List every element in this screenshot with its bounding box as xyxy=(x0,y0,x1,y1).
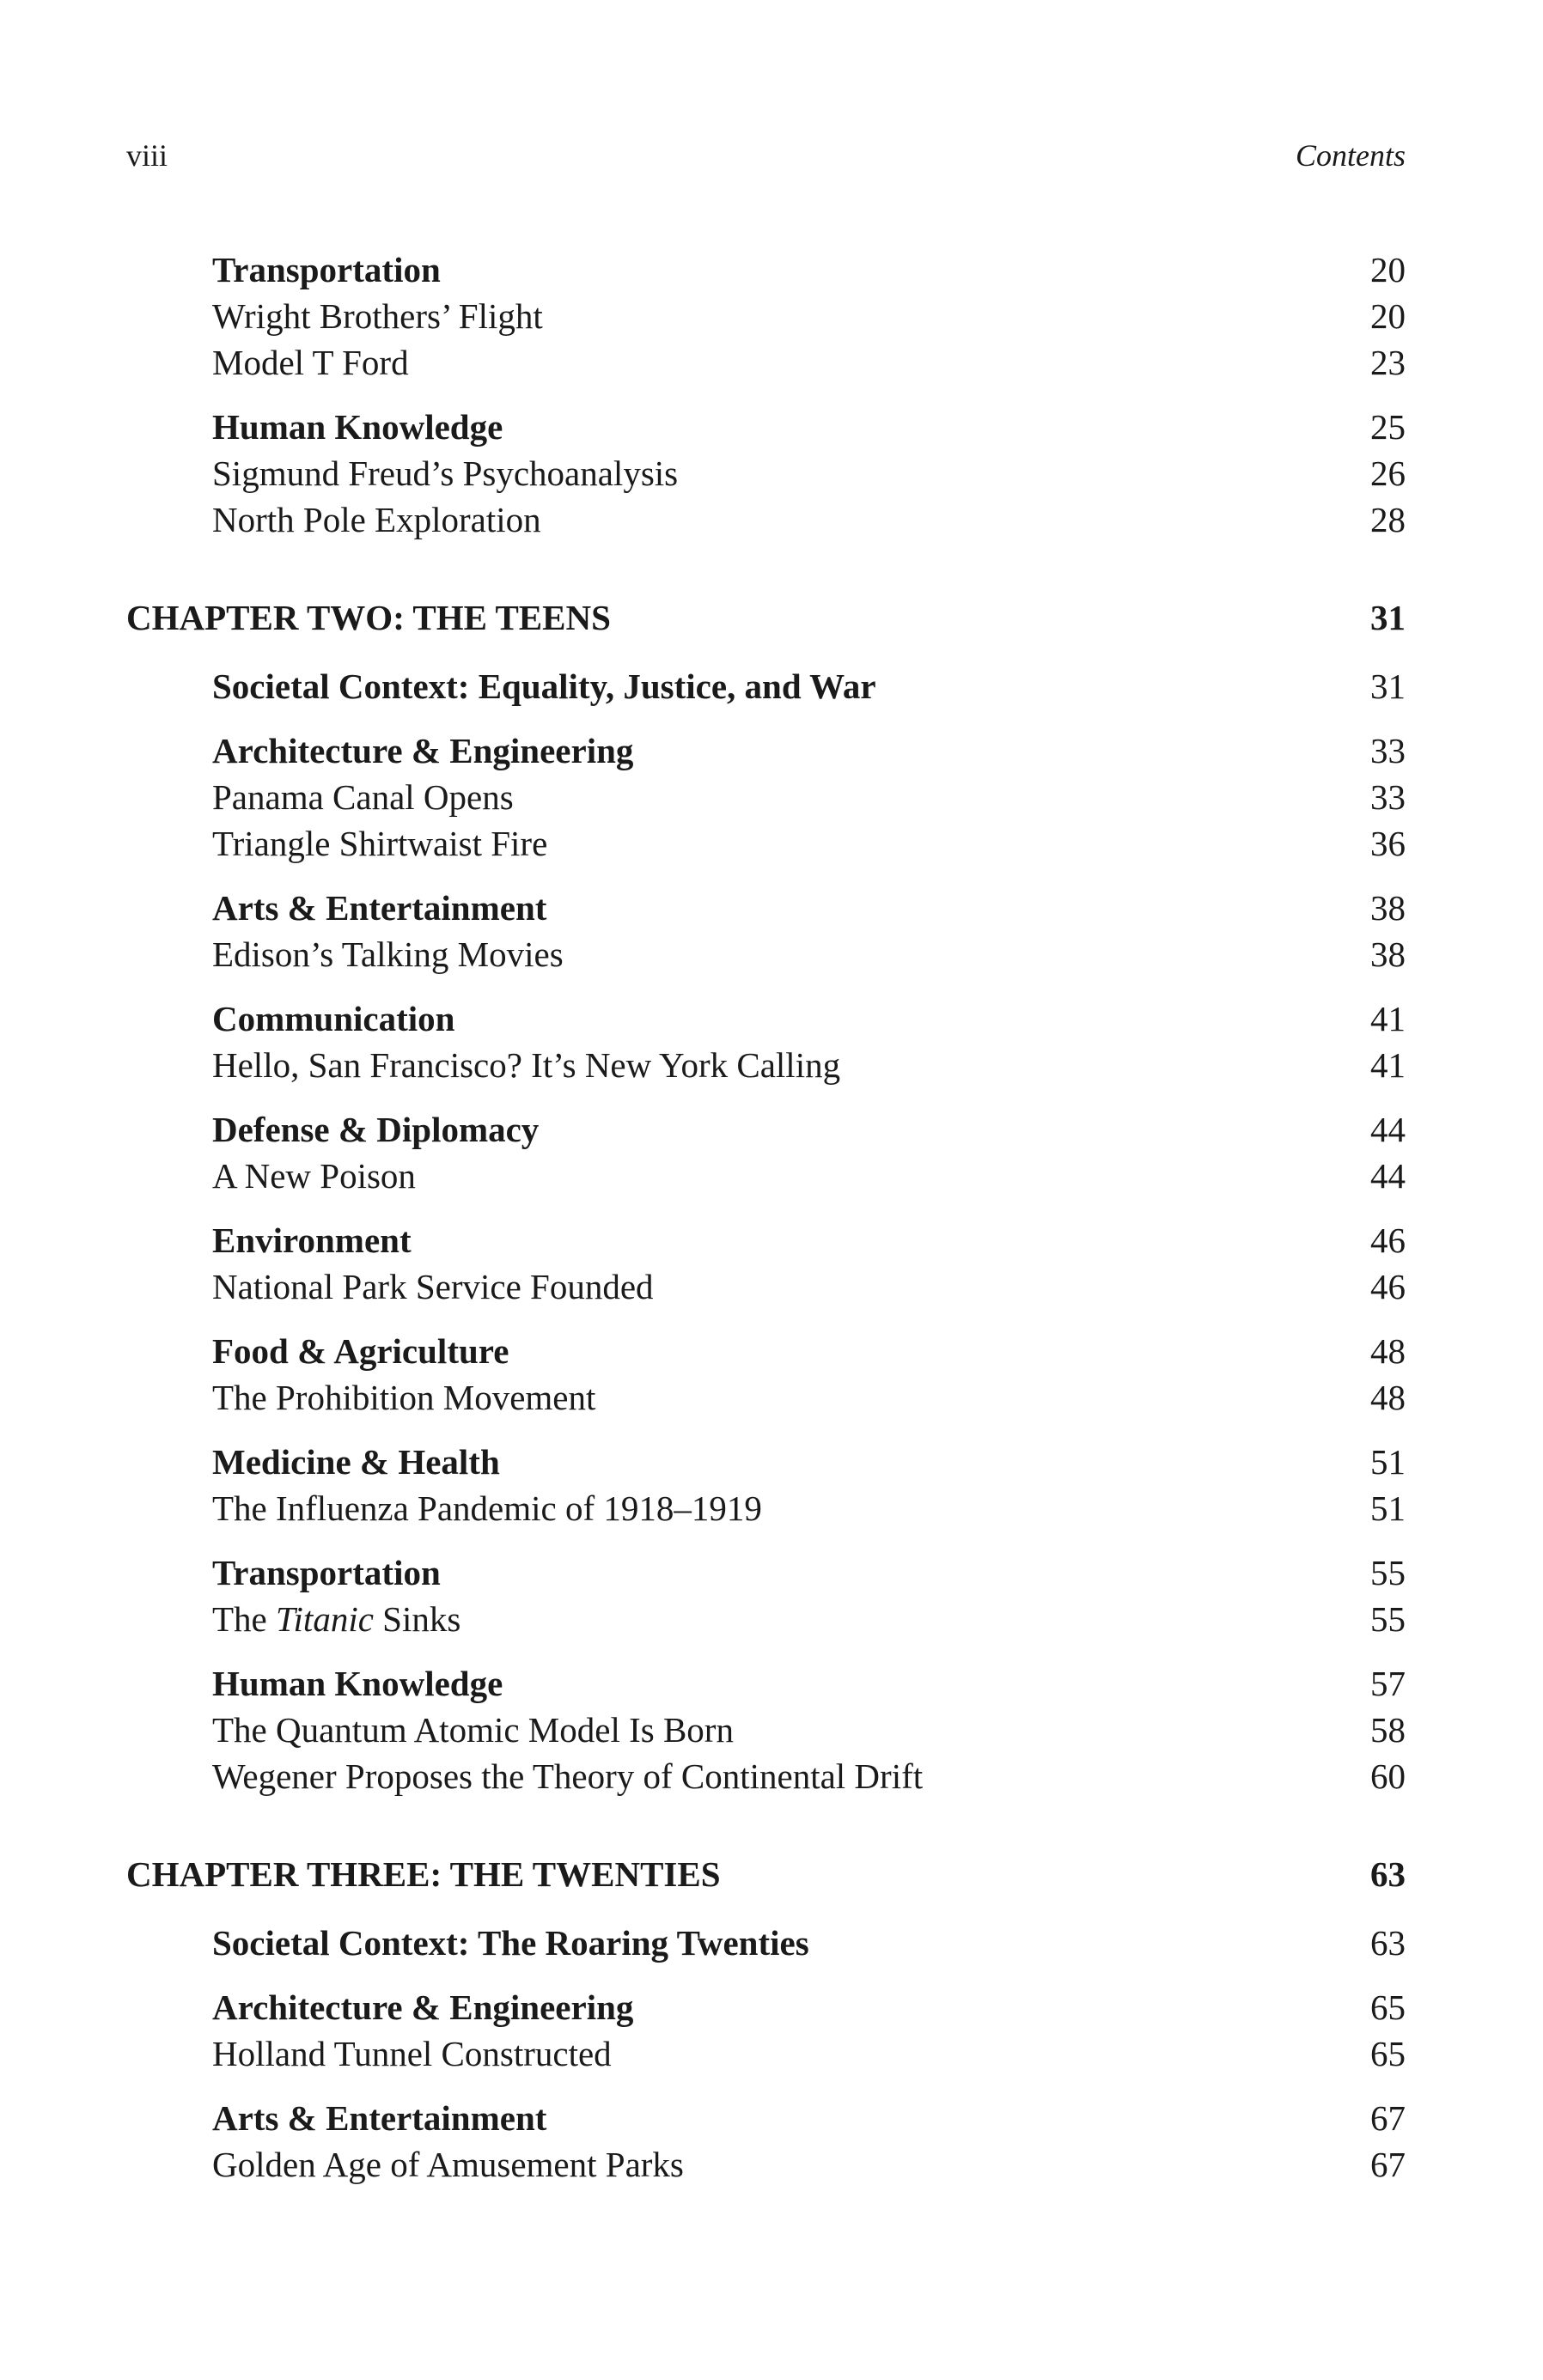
table-of-contents xyxy=(126,249,1406,2190)
toc-section-title: Societal Context: Equality, Justice, and War xyxy=(212,667,876,706)
toc-entry[interactable] xyxy=(126,1488,1406,1534)
toc-section[interactable] xyxy=(126,406,1406,453)
toc-page-number: 67 xyxy=(1370,2145,1406,2184)
toc-page-number: 38 xyxy=(1370,934,1406,974)
toc-page-number: 36 xyxy=(1370,824,1406,863)
toc-entry[interactable] xyxy=(126,453,1406,499)
toc-section-title: Societal Context: The Roaring Twenties xyxy=(212,1923,809,1963)
toc-page-number: 48 xyxy=(1370,1331,1406,1371)
toc-page-number: 41 xyxy=(1370,999,1406,1038)
toc-entry-title: North Pole Exploration xyxy=(212,500,541,539)
toc-page-number: 65 xyxy=(1370,1987,1406,2027)
toc-page-number: 63 xyxy=(1370,1923,1406,1963)
toc-section-title: Environment xyxy=(212,1220,412,1260)
toc-section[interactable] xyxy=(126,1109,1406,1155)
toc-entry-title: Holland Tunnel Constructed xyxy=(212,2034,612,2073)
toc-section[interactable] xyxy=(126,666,1406,712)
toc-entry[interactable] xyxy=(126,1756,1406,1802)
toc-entry-title: Hello, San Francisco? It’s New York Calling xyxy=(212,1045,841,1085)
toc-page-number: 44 xyxy=(1370,1110,1406,1149)
toc-section-title: Architecture & Engineering xyxy=(212,731,634,770)
toc-page-number: 28 xyxy=(1370,500,1406,539)
toc-section[interactable] xyxy=(126,887,1406,934)
toc-entry[interactable] xyxy=(126,499,1406,545)
toc-page-number: 57 xyxy=(1370,1664,1406,1703)
toc-entry-title: Wright Brothers’ Flight xyxy=(212,296,543,336)
toc-page-number: 38 xyxy=(1370,888,1406,928)
toc-page-number: 44 xyxy=(1370,1156,1406,1196)
toc-section-title: Medicine & Health xyxy=(212,1442,500,1482)
toc-page-number: 58 xyxy=(1370,1710,1406,1750)
toc-entry[interactable] xyxy=(126,1155,1406,1202)
toc-chapter[interactable] xyxy=(126,1853,1406,1900)
toc-section-title: Transportation xyxy=(212,250,441,289)
toc-page-number: 31 xyxy=(1370,598,1406,637)
toc-section-title: Transportation xyxy=(212,1553,441,1592)
toc-section-title: Architecture & Engineering xyxy=(212,1987,634,2027)
toc-section[interactable] xyxy=(126,2097,1406,2144)
toc-entry[interactable] xyxy=(126,1266,1406,1312)
toc-entry-title: The Quantum Atomic Model Is Born xyxy=(212,1710,734,1750)
toc-page-number: 63 xyxy=(1370,1854,1406,1894)
toc-page-number: 33 xyxy=(1370,731,1406,770)
toc-entry-title: Wegener Proposes the Theory of Continental Drift xyxy=(212,1756,924,1796)
toc-page-number: 33 xyxy=(1370,777,1406,817)
toc-page-number: 31 xyxy=(1370,667,1406,706)
toc-entry[interactable] xyxy=(126,2033,1406,2079)
toc-section-title: Human Knowledge xyxy=(212,407,503,447)
toc-section-title: Food & Agriculture xyxy=(212,1331,509,1371)
toc-entry-title: The Prohibition Movement xyxy=(212,1378,596,1417)
toc-entry-title xyxy=(212,1599,460,1639)
toc-entry[interactable] xyxy=(126,1377,1406,1423)
running-head: Contents xyxy=(1295,138,1406,173)
toc-page-number: 46 xyxy=(1370,1267,1406,1306)
toc-page-number: 26 xyxy=(1370,453,1406,493)
toc-page-number: 46 xyxy=(1370,1220,1406,1260)
toc-section[interactable] xyxy=(126,1922,1406,1969)
toc-section[interactable] xyxy=(126,730,1406,776)
toc-entry-title: The Influenza Pandemic of 1918–1919 xyxy=(212,1488,762,1528)
toc-section-title: Arts & Entertainment xyxy=(212,2098,547,2138)
toc-entry[interactable] xyxy=(126,823,1406,869)
toc-section-title: Defense & Diplomacy xyxy=(212,1110,540,1149)
toc-page-number: 20 xyxy=(1370,296,1406,336)
toc-page-number: 67 xyxy=(1370,2098,1406,2138)
toc-page-number: 51 xyxy=(1370,1488,1406,1528)
toc-chapter[interactable] xyxy=(126,597,1406,643)
toc-entry[interactable] xyxy=(126,295,1406,342)
toc-page-number: 23 xyxy=(1370,343,1406,382)
toc-entry-title: Edison’s Talking Movies xyxy=(212,934,564,974)
toc-section[interactable] xyxy=(126,1441,1406,1488)
toc-entry[interactable] xyxy=(126,776,1406,823)
toc-entry-title: Sigmund Freud’s Psychoanalysis xyxy=(212,453,679,493)
toc-entry-title: National Park Service Founded xyxy=(212,1267,654,1306)
toc-entry[interactable] xyxy=(126,1598,1406,1645)
toc-entry[interactable] xyxy=(126,2144,1406,2190)
toc-section[interactable] xyxy=(126,1987,1406,2033)
toc-entry[interactable] xyxy=(126,342,1406,388)
toc-page-number: 60 xyxy=(1370,1756,1406,1796)
toc-section[interactable] xyxy=(126,1220,1406,1266)
toc-section[interactable] xyxy=(126,249,1406,295)
toc-entry-title: Panama Canal Opens xyxy=(212,777,514,817)
toc-page-number: 65 xyxy=(1370,2034,1406,2073)
toc-entry[interactable] xyxy=(126,1709,1406,1756)
toc-section-title: Human Knowledge xyxy=(212,1664,503,1703)
toc-entry-title: A New Poison xyxy=(212,1156,416,1196)
toc-chapter-title: CHAPTER THREE: THE TWENTIES xyxy=(126,1854,721,1894)
page-header xyxy=(126,137,1406,180)
toc-section[interactable] xyxy=(126,1330,1406,1377)
toc-entry-title-suffix: Sinks xyxy=(373,1599,461,1639)
toc-page-number: 25 xyxy=(1370,407,1406,447)
toc-section[interactable] xyxy=(126,998,1406,1044)
toc-entry-title: Model T Ford xyxy=(212,343,409,382)
toc-section[interactable] xyxy=(126,1552,1406,1598)
toc-entry[interactable] xyxy=(126,1044,1406,1091)
page-number: viii xyxy=(126,138,168,173)
toc-page-number: 55 xyxy=(1370,1599,1406,1639)
toc-page-number: 41 xyxy=(1370,1045,1406,1085)
toc-entry-title-italic: Titanic xyxy=(276,1599,374,1639)
toc-page-number: 51 xyxy=(1370,1442,1406,1482)
toc-page-number: 20 xyxy=(1370,250,1406,289)
toc-section[interactable] xyxy=(126,1663,1406,1709)
toc-section-title: Communication xyxy=(212,999,455,1038)
toc-page-number: 55 xyxy=(1370,1553,1406,1592)
toc-entry-title: Golden Age of Amusement Parks xyxy=(212,2145,684,2184)
toc-entry-title-prefix: The xyxy=(212,1599,276,1639)
toc-chapter-title: CHAPTER TWO: THE TEENS xyxy=(126,598,611,637)
toc-page-number: 48 xyxy=(1370,1378,1406,1417)
toc-section-title: Arts & Entertainment xyxy=(212,888,547,928)
toc-entry-title: Triangle Shirtwaist Fire xyxy=(212,824,548,863)
toc-entry[interactable] xyxy=(126,934,1406,980)
